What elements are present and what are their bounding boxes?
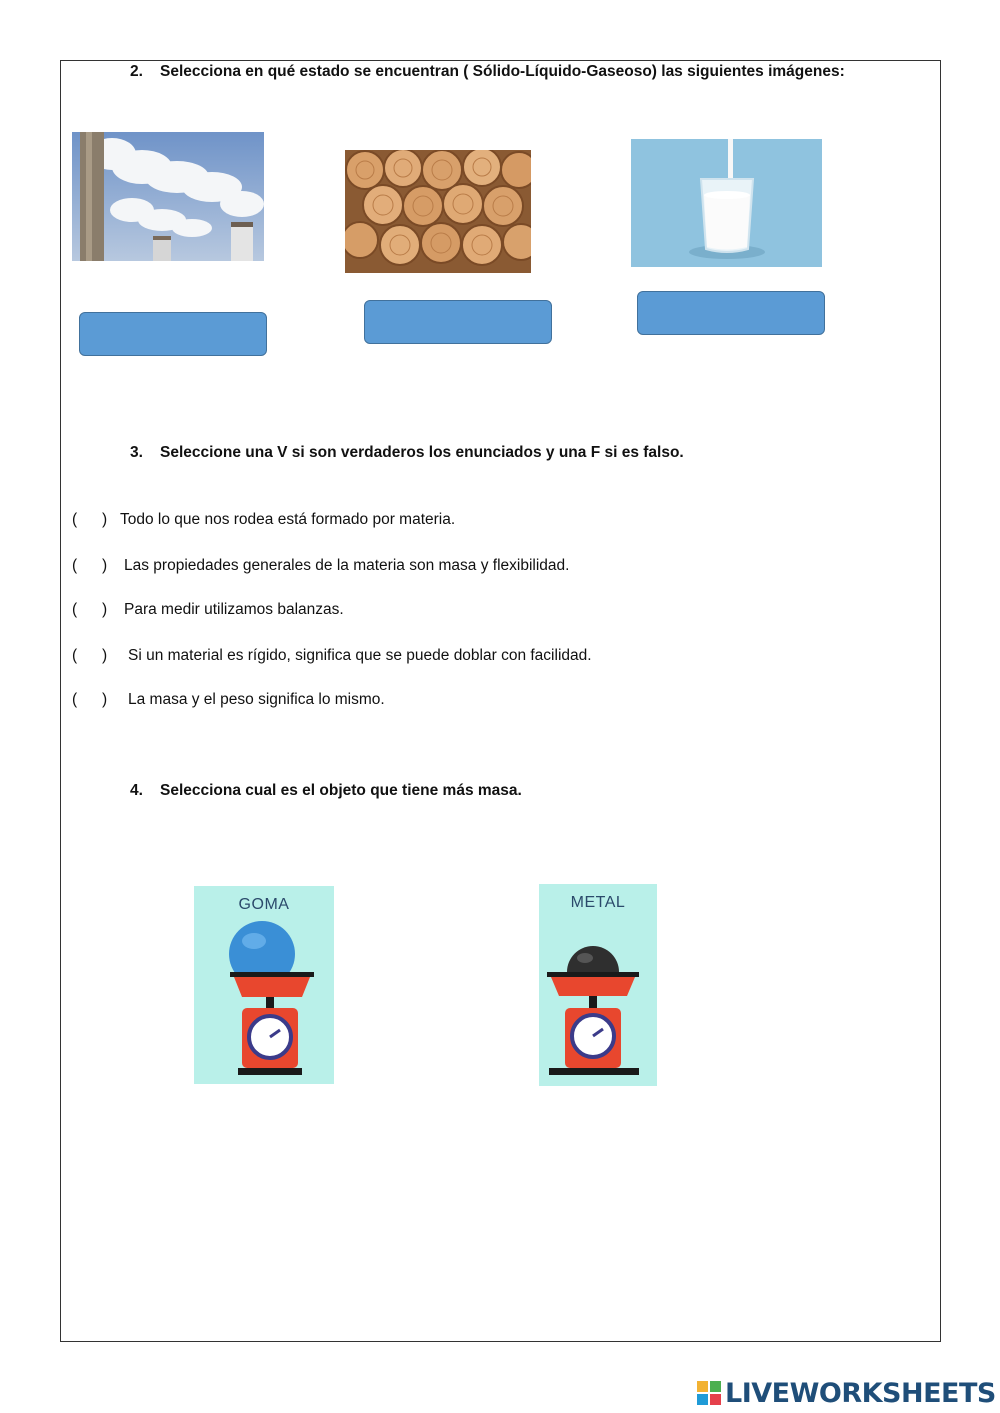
- smoke-stacks-image: [72, 132, 264, 261]
- statement-3: ( ) Para medir utilizamos balanzas.: [72, 601, 344, 618]
- rubber-ball-scale-icon: [194, 886, 334, 1084]
- answer-box-logs[interactable]: [364, 300, 552, 344]
- answer-box-smoke[interactable]: [79, 312, 267, 356]
- statement-4: ( ) Si un material es rígido, significa que se puede doblar con facilidad.: [72, 647, 592, 664]
- scale-label-goma: GOMA: [238, 896, 290, 913]
- answer-blank-4[interactable]: (: [72, 647, 78, 664]
- scale-card-metal[interactable]: [539, 884, 657, 1086]
- answer-blank-3[interactable]: (: [72, 601, 78, 618]
- scale-label-metal: METAL: [570, 894, 626, 911]
- question-2-title: 2. Selecciona en qué estado se encuentran ( Sólido-Líquido-Gaseoso) las siguientes imágenes:: [130, 63, 845, 80]
- question-3-title: 3. Seleccione una V si son verdaderos los enunciados y una F si es falso.: [130, 444, 684, 461]
- liveworksheets-logo: [697, 1376, 996, 1410]
- scale-card-goma[interactable]: [194, 886, 334, 1084]
- liveworksheets-brand-text: LIVEWORKSHEETS: [725, 1377, 996, 1409]
- answer-blank-1[interactable]: (: [72, 511, 78, 528]
- statement-1: ( ) Todo lo que nos rodea está formado por materia.: [72, 511, 456, 528]
- question-4-title: 4. Selecciona cual es el objeto que tiene más masa.: [130, 782, 522, 799]
- milk-glass-image: [631, 139, 822, 267]
- metal-ball-scale-icon: [539, 884, 657, 1086]
- answer-box-milk[interactable]: [637, 291, 825, 335]
- firewood-logs-image: [345, 150, 531, 273]
- statement-5: ( ) La masa y el peso significa lo mismo.: [72, 691, 385, 708]
- answer-blank-2[interactable]: (: [72, 557, 78, 574]
- statement-2: ( ) Las propiedades generales de la materia son masa y flexibilidad.: [72, 557, 570, 574]
- answer-blank-5[interactable]: (: [72, 691, 78, 708]
- liveworksheets-logo-icon: [697, 1381, 721, 1405]
